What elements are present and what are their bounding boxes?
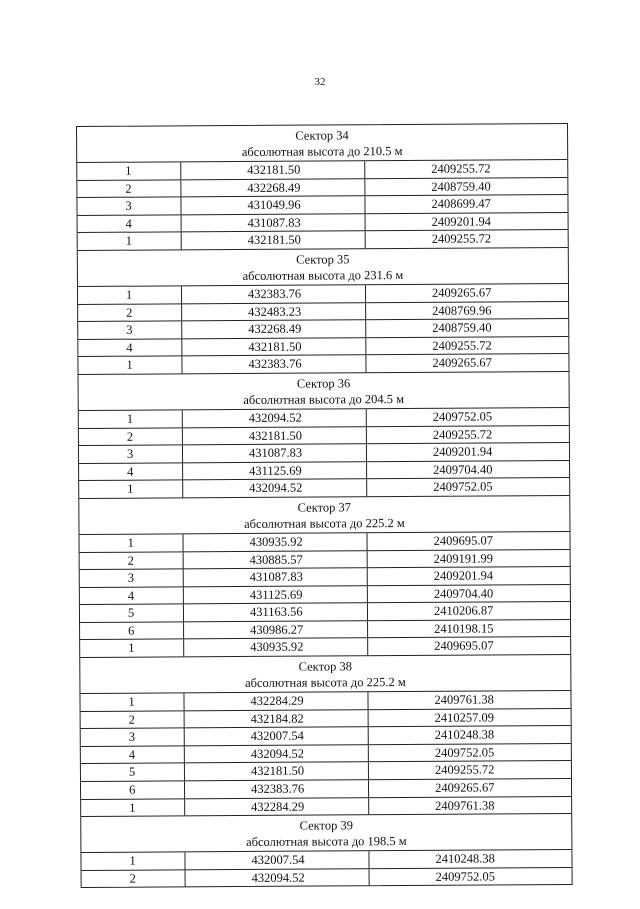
point-number-cell: 1 [80, 640, 184, 657]
y-coordinate-cell: 2409752.05 [435, 869, 496, 884]
point-number-cell: 6 [81, 781, 185, 798]
x-coordinate-cell: 432268.49 [181, 179, 365, 197]
y-coordinate-cell: 2409695.07 [434, 638, 494, 654]
y-coordinate-cell: 2409255.72 [431, 231, 492, 247]
sector-altitude: абсолютная высота до 198.5 м [246, 834, 407, 850]
point-number-cell: 4 [78, 215, 182, 232]
x-coordinate-cell: 432094.52 [183, 409, 367, 427]
y-coordinate-cell: 2409704.40 [433, 586, 494, 601]
point-number-cell: 1 [78, 233, 182, 250]
y-coordinate-cell: 2408699.47 [431, 196, 491, 212]
y-coordinate-cell: 2409255.72 [432, 426, 493, 442]
sector-title: Сектор 35 [296, 252, 350, 267]
sector-header [80, 655, 570, 694]
y-coordinate-cell: 2409752.05 [432, 409, 493, 424]
y-coordinate-cell: 2409201.94 [431, 214, 492, 229]
y-coordinate-cell: 2409265.67 [432, 355, 492, 371]
point-number-cell: 4 [81, 746, 185, 763]
sector-title: Сектор 37 [297, 500, 352, 515]
y-coordinate-cell: 2410248.38 [435, 851, 495, 867]
point-number-cell: 1 [78, 286, 182, 303]
x-coordinate-cell: 432383.76 [182, 285, 366, 303]
y-coordinate-cell: 2409265.67 [431, 285, 492, 300]
y-coordinate-cell: 2409752.05 [433, 479, 493, 495]
y-coordinate-cell: 2409201.94 [432, 444, 493, 459]
sector-header [81, 814, 571, 853]
x-coordinate-cell: 430885.57 [184, 551, 368, 569]
point-number-cell: 1 [79, 481, 183, 498]
y-coordinate-cell: 2410206.87 [433, 603, 494, 619]
x-coordinate-cell: 430935.92 [184, 639, 368, 657]
x-coordinate-cell: 432094.52 [183, 480, 367, 498]
point-number-cell: 2 [77, 180, 181, 197]
y-coordinate-cell: 2409761.38 [434, 692, 494, 707]
sector-title: Сектор 36 [296, 376, 351, 391]
y-coordinate-cell: 2409255.72 [434, 762, 495, 778]
sector-altitude: абсолютная высота до 225.2 м [245, 675, 406, 691]
x-coordinate-cell: 432181.50 [181, 161, 365, 179]
point-number-cell: 2 [82, 870, 186, 887]
point-number-cell: 3 [77, 198, 181, 215]
point-number-cell: 3 [79, 445, 183, 462]
point-number-cell: 1 [78, 357, 182, 374]
y-coordinate-cell: 2409704.40 [433, 462, 493, 477]
x-coordinate-cell: 432181.50 [183, 427, 367, 445]
y-coordinate-cell: 2409752.05 [434, 745, 495, 760]
x-coordinate-cell: 432184.82 [185, 710, 369, 728]
x-coordinate-cell: 432383.76 [182, 356, 366, 374]
x-coordinate-cell: 432383.76 [185, 780, 369, 798]
y-coordinate-cell: 2410248.38 [434, 727, 495, 743]
point-number-cell: 1 [79, 534, 183, 551]
y-coordinate-cell: 2408759.40 [432, 320, 492, 335]
x-coordinate-cell: 432007.54 [185, 851, 369, 869]
table-row [82, 868, 572, 888]
point-number-cell: 1 [81, 799, 185, 816]
point-number-cell: 3 [78, 322, 182, 339]
sector-title: Сектор 39 [299, 818, 354, 833]
x-coordinate-cell: 432094.52 [185, 745, 369, 763]
point-number-cell: 1 [79, 410, 183, 427]
point-number-cell: 4 [78, 339, 182, 356]
point-number-cell: 1 [80, 693, 184, 710]
y-coordinate-cell: 2409695.07 [433, 533, 493, 548]
sector-altitude: абсолютная высота до 210.5 м [241, 144, 403, 159]
x-coordinate-cell: 432268.49 [182, 320, 366, 338]
point-number-cell: 2 [78, 304, 182, 321]
point-number-cell: 5 [81, 764, 185, 781]
point-number-cell: 5 [80, 605, 184, 622]
point-number-cell: 2 [79, 428, 183, 445]
y-coordinate-cell: 2408769.96 [432, 303, 492, 318]
y-coordinate-cell: 2409761.38 [435, 798, 495, 813]
x-coordinate-cell: 432007.54 [185, 727, 369, 745]
point-number-cell: 2 [80, 552, 184, 569]
sector-header [77, 124, 567, 163]
sector-title: Сектор 34 [295, 128, 349, 143]
sector-altitude: абсолютная высота до 231.6 м [242, 267, 404, 283]
sector-header [78, 248, 568, 287]
y-coordinate-cell: 2410198.15 [434, 621, 494, 636]
x-coordinate-cell: 430935.92 [183, 533, 367, 551]
x-coordinate-cell: 432483.23 [182, 303, 366, 321]
y-coordinate-cell: 2409255.72 [431, 161, 491, 176]
sector-header [79, 496, 569, 535]
y-coordinate-cell: 2408759.40 [431, 179, 491, 194]
x-coordinate-cell: 431125.69 [184, 586, 368, 604]
y-coordinate-cell: 2410257.09 [434, 710, 495, 725]
y-coordinate-cell: 2409191.99 [433, 550, 494, 566]
x-coordinate-cell: 432284.29 [184, 692, 368, 710]
x-coordinate-cell: 431163.56 [184, 604, 368, 622]
x-coordinate-cell: 431087.83 [183, 444, 367, 462]
x-coordinate-cell: 432181.50 [182, 338, 366, 356]
y-coordinate-cell: 2409201.94 [433, 568, 494, 583]
x-coordinate-cell: 431049.96 [181, 196, 365, 214]
coordinates-table [76, 123, 573, 888]
x-coordinate-cell: 431087.83 [182, 214, 366, 232]
page-number: 32 [314, 76, 326, 88]
x-coordinate-cell: 432181.50 [185, 763, 369, 781]
point-number-cell: 4 [80, 587, 184, 604]
point-number-cell: 3 [81, 729, 185, 746]
x-coordinate-cell: 430986.27 [184, 621, 368, 639]
x-coordinate-cell: 432284.29 [185, 798, 369, 816]
y-coordinate-cell: 2409265.67 [435, 780, 495, 795]
x-coordinate-cell: 431087.83 [184, 568, 368, 586]
point-number-cell: 3 [80, 569, 184, 586]
point-number-cell: 6 [80, 622, 184, 639]
y-coordinate-cell: 2409255.72 [432, 338, 492, 353]
x-coordinate-cell: 431125.69 [183, 462, 367, 480]
point-number-cell: 4 [79, 463, 183, 480]
point-number-cell: 1 [77, 162, 181, 179]
sector-altitude: абсолютная высота до 204.5 м [243, 391, 405, 407]
point-number-cell: 1 [81, 853, 185, 870]
sector-title: Сектор 38 [298, 659, 353, 674]
sector-altitude: абсолютная высота до 225.2 м [244, 515, 405, 531]
x-coordinate-cell: 432181.50 [182, 232, 366, 250]
point-number-cell: 2 [81, 711, 185, 728]
sector-header [79, 372, 569, 411]
x-coordinate-cell: 432094.52 [186, 869, 370, 887]
